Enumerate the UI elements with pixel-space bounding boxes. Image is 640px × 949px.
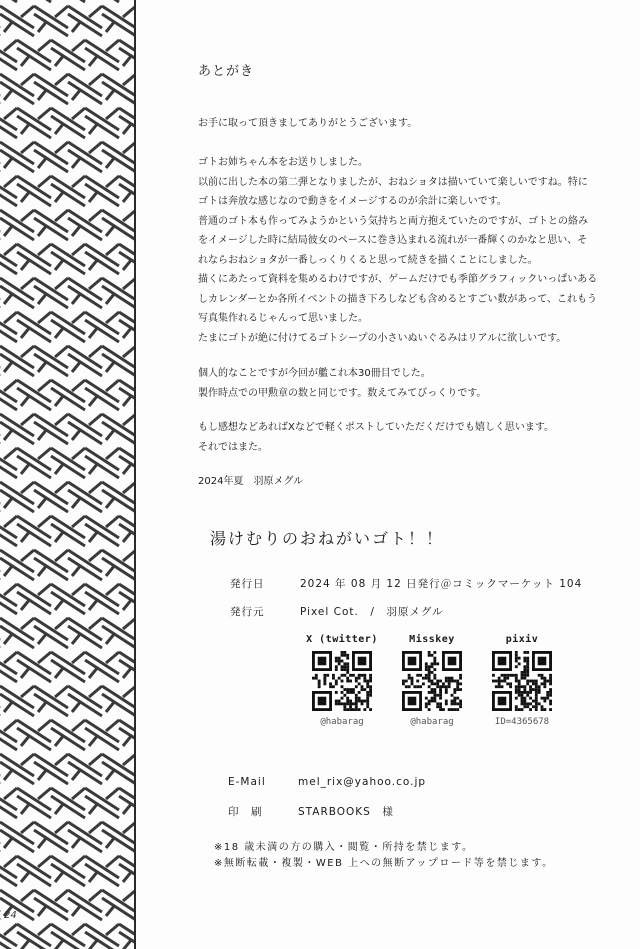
notice-age-restriction: ※18 歳未満の方の購入・閲覧・所持を禁じます。 bbox=[214, 842, 474, 853]
qr-handle: @habarag bbox=[320, 717, 364, 727]
paragraph-4 bbox=[198, 418, 618, 457]
qr-code-icon bbox=[402, 651, 462, 711]
email-row bbox=[228, 776, 426, 788]
publisher-label: 発行元 bbox=[230, 606, 265, 618]
text-line: ゴトお姉ちゃん本をお送りしました。 bbox=[198, 157, 368, 168]
text-line: 個人的なことですが今回が艦これ本30冊目でした。 bbox=[198, 368, 431, 379]
publisher-row bbox=[230, 604, 444, 619]
email-value: mel_rix@yahoo.co.jp bbox=[298, 776, 427, 788]
publisher-value: Pixel Cot. / 羽原メグル bbox=[300, 606, 444, 618]
qr-title: Misskey bbox=[409, 634, 455, 645]
email-label: E-Mail bbox=[228, 776, 266, 788]
issue-date-label: 発行日 bbox=[230, 578, 265, 590]
qr-title: X (twitter) bbox=[306, 634, 378, 645]
qr-x-twitter bbox=[302, 634, 382, 727]
paragraph-1 bbox=[198, 153, 618, 270]
printer-value: STARBOOKS 様 bbox=[298, 806, 394, 818]
text-line: ゴトは奔放な感じなので動きをイメージするのが余計に楽しいです。 bbox=[198, 196, 507, 207]
qr-misskey bbox=[392, 634, 472, 727]
text-line: をイメージした時に結局彼女のペースに巻き込まれる流れが一番輝くのかなと思い、そ bbox=[198, 235, 588, 246]
notice-no-reproduction: ※無断転載・複製・WEB 上への無断アップロード等を禁じます。 bbox=[214, 858, 554, 869]
paragraph-2 bbox=[198, 270, 618, 348]
qr-pixiv bbox=[482, 634, 562, 727]
page-number: 24 bbox=[4, 910, 17, 921]
text-line: しカレンダーとか各所イベントの描き下ろしなども含めるとすごい数があって、これもう bbox=[198, 293, 598, 305]
text-line: 普通のゴト本も作ってみようかという気持ちと両方抱えていたのですが、ゴトとの絡み bbox=[198, 215, 588, 227]
text-line: 製作時点での甲勲章の数と同じです。数えてみてびっくりです。 bbox=[198, 387, 487, 399]
text-line: 写真集作れるじゃんって思いました。 bbox=[198, 313, 368, 324]
text-line: もし感想などあればXなどで軽くポストしていただくだけでも嬉しく思います。 bbox=[198, 422, 555, 433]
woven-pattern bbox=[0, 0, 134, 949]
issue-date-row bbox=[230, 576, 582, 591]
greeting-paragraph bbox=[198, 114, 618, 134]
text-line: 描くにあたって資料を集めるわけですが、ゲームだけでも季節グラフィックいっぱいある bbox=[198, 274, 598, 285]
paragraph-3 bbox=[198, 364, 618, 403]
afterword-heading: あとがき bbox=[198, 64, 255, 79]
qr-code-icon bbox=[492, 651, 552, 711]
qr-title: pixiv bbox=[505, 634, 539, 645]
text-line: たまにゴトが絶に付けてるゴトシープの小さいぬいぐるみはリアルに欲しいです。 bbox=[198, 332, 567, 344]
text-line: それではまた。 bbox=[198, 441, 268, 453]
qr-handle: ID=4365678 bbox=[494, 717, 550, 727]
qr-handle: @habarag bbox=[410, 717, 454, 727]
signature-line: 2024年夏 羽原メグル bbox=[198, 476, 304, 487]
issue-date-value: 2024 年 08 月 12 日発行＠コミックマーケット 104 bbox=[300, 578, 583, 590]
afterword-page bbox=[136, 0, 640, 949]
qr-code-icon bbox=[312, 651, 372, 711]
text-line: 以前に出した本の第二弾となりましたが、おねショタは描いていて楽しいですね。特に bbox=[198, 176, 588, 188]
text-line: お手に取って頂きましてありがとうございます。 bbox=[198, 118, 418, 129]
signature bbox=[198, 472, 618, 492]
decorative-pattern-border bbox=[0, 0, 136, 949]
printer-label: 印 刷 bbox=[228, 806, 263, 818]
text-line: れならおねショタが一番しっくりくると思って続きを描くことにしました。 bbox=[198, 254, 538, 266]
printer-row bbox=[228, 804, 394, 819]
book-title: 湯けむりのおねがいゴト！！ bbox=[210, 529, 445, 548]
